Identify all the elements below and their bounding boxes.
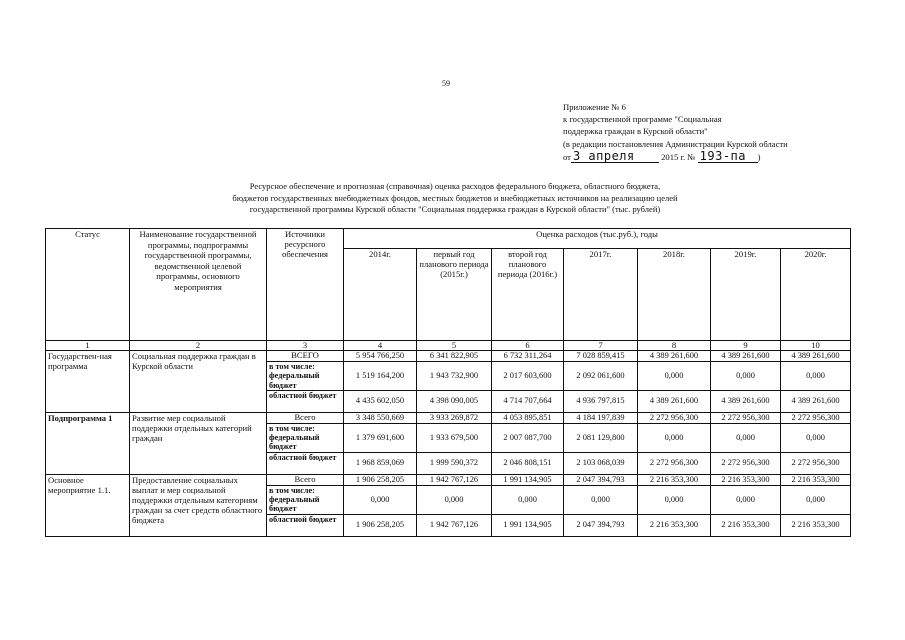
row-source: Всего [267, 412, 344, 423]
column-number: 9 [711, 341, 781, 351]
header-status: Статус [46, 229, 130, 341]
value-cell: 2 272 956,300 [638, 412, 711, 423]
header-name: Наименование государственной программы, подпрограммы государственной программы, ведомственной целевой программы, основного мероприятия [130, 229, 267, 341]
row-source: областной бюджет [267, 514, 344, 536]
value-cell: 4 435 602,050 [344, 390, 417, 412]
value-cell: 2 047 394,793 [564, 514, 638, 536]
value-cell: 1 379 691,600 [344, 423, 417, 452]
title-line: государственной программы Курской области "Социальная поддержка граждан в Курской области" (тыс. рублей) [249, 204, 661, 214]
value-cell: 2 081 129,800 [564, 423, 638, 452]
value-cell: 2 272 956,300 [781, 412, 851, 423]
column-number: 6 [492, 341, 564, 351]
row-name: Предоставление социальных выплат и мер социальной поддержки отдельным категориям граждан за счет средств областного бюджета [130, 474, 267, 536]
column-number: 7 [564, 341, 638, 351]
title-line: Ресурсное обеспечение и прогнозная (справочная) оценка расходов федерального бюджета, областного бюджета, [249, 181, 661, 191]
appendix-line: к государственной программе "Социальная [563, 114, 722, 125]
column-number: 5 [417, 341, 492, 351]
value-cell: 4 389 261,600 [781, 351, 851, 362]
value-cell: 2 017 603,600 [492, 362, 564, 391]
appendix-note [563, 101, 863, 163]
value-cell: 2 216 353,300 [711, 474, 781, 485]
header-year: 2017г. [564, 249, 638, 341]
value-cell: 1 906 258,205 [344, 514, 417, 536]
value-cell: 4 389 261,600 [638, 390, 711, 412]
column-number: 10 [781, 341, 851, 351]
value-cell: 0,000 [711, 485, 781, 514]
value-cell: 1 906 258,205 [344, 474, 417, 485]
row-source: в том числе: федеральный бюджет [267, 485, 344, 514]
header-year: 2018г. [638, 249, 711, 341]
value-cell: 2 216 353,300 [781, 474, 851, 485]
header-year: 2014г. [344, 249, 417, 341]
value-cell: 7 028 859,415 [564, 351, 638, 362]
value-cell: 4 936 797,815 [564, 390, 638, 412]
row-source: областной бюджет [267, 390, 344, 412]
value-cell: 2 007 087,700 [492, 423, 564, 452]
value-cell: 0,000 [638, 362, 711, 391]
value-cell: 0,000 [492, 485, 564, 514]
value-cell: 5 954 766,250 [344, 351, 417, 362]
value-cell: 1 519 164,200 [344, 362, 417, 391]
value-cell: 6 341 822,905 [417, 351, 492, 362]
row-status: Государствен-ная программа [46, 351, 130, 413]
appendix-line: Приложение № 6 [563, 102, 626, 112]
value-cell: 3 348 550,669 [344, 412, 417, 423]
value-cell: 1 943 732,900 [417, 362, 492, 391]
value-cell: 1 991 134,905 [492, 474, 564, 485]
value-cell: 4 389 261,600 [711, 351, 781, 362]
value-cell: 1 968 859,069 [344, 452, 417, 474]
row-source: ВСЕГО [267, 351, 344, 362]
row-source: в том числе: федеральный бюджет [267, 362, 344, 391]
row-status: Подпрограмма 1 [46, 412, 130, 474]
appendix-line: (в редакции постановления Администрации Курской области [563, 138, 788, 149]
row-source: в том числе: федеральный бюджет [267, 423, 344, 452]
value-cell: 1 942 767,126 [417, 474, 492, 485]
value-cell: 0,000 [638, 423, 711, 452]
appendix-date-line: от 3 апреля 2015 г. № 193-па ) [563, 148, 761, 163]
value-cell: 2 092 061,600 [564, 362, 638, 391]
handwritten-number: 193-па [698, 150, 758, 163]
header-estimate: Оценка расходов (тыс.руб.), годы [344, 229, 851, 249]
appendix-line: поддержка граждан в Курской области" [563, 126, 708, 137]
year-text: 2015 г. № [661, 151, 696, 162]
value-cell: 1 942 767,126 [417, 514, 492, 536]
value-cell: 4 389 261,600 [781, 390, 851, 412]
header-year: 2019г. [711, 249, 781, 341]
table-row [46, 474, 851, 485]
value-cell: 0,000 [344, 485, 417, 514]
column-number: 1 [46, 341, 130, 351]
value-cell: 0,000 [781, 485, 851, 514]
value-cell: 2 047 394,793 [564, 474, 638, 485]
value-cell: 4 398 090,005 [417, 390, 492, 412]
date-prefix: от [563, 151, 571, 162]
table-row [46, 351, 851, 362]
value-cell: 2 103 068,039 [564, 452, 638, 474]
column-number-row [46, 341, 851, 351]
value-cell: 4 389 261,600 [711, 390, 781, 412]
value-cell: 1 991 134,905 [492, 514, 564, 536]
row-source: областной бюджет [267, 452, 344, 474]
row-name: Социальная поддержка граждан в Курской области [130, 351, 267, 413]
value-cell: 0,000 [781, 423, 851, 452]
value-cell: 0,000 [417, 485, 492, 514]
value-cell: 0,000 [781, 362, 851, 391]
value-cell: 3 933 269,872 [417, 412, 492, 423]
handwritten-date: 3 апреля [571, 150, 659, 163]
value-cell: 2 216 353,300 [711, 514, 781, 536]
column-number: 2 [130, 341, 267, 351]
value-cell: 0,000 [711, 362, 781, 391]
value-cell: 1 933 679,500 [417, 423, 492, 452]
value-cell: 2 046 808,151 [492, 452, 564, 474]
column-number: 4 [344, 341, 417, 351]
value-cell: 2 272 956,300 [711, 412, 781, 423]
row-source: Всего [267, 474, 344, 485]
header-year: второй год планового периода (2016г.) [492, 249, 564, 341]
value-cell: 6 732 311,264 [492, 351, 564, 362]
header-year: первый год планового периода (2015г.) [417, 249, 492, 341]
value-cell: 2 272 956,300 [711, 452, 781, 474]
value-cell: 0,000 [564, 485, 638, 514]
page-number: 59 [442, 79, 450, 88]
column-number: 3 [267, 341, 344, 351]
column-number: 8 [638, 341, 711, 351]
value-cell: 2 216 353,300 [638, 514, 711, 536]
budget-table [45, 228, 851, 537]
value-cell: 2 216 353,300 [638, 474, 711, 485]
value-cell: 1 999 590,372 [417, 452, 492, 474]
value-cell: 4 053 895,851 [492, 412, 564, 423]
header-source: Источники ресурсного обеспечения [267, 229, 344, 341]
row-status: Основное мероприятие 1.1. [46, 474, 130, 536]
value-cell: 2 272 956,300 [638, 452, 711, 474]
row-name: Развитие мер социальной поддержки отдельных категорий граждан [130, 412, 267, 474]
value-cell: 2 272 956,300 [781, 452, 851, 474]
value-cell: 4 184 197,839 [564, 412, 638, 423]
value-cell: 2 216 353,300 [781, 514, 851, 536]
value-cell: 0,000 [711, 423, 781, 452]
table-row [46, 412, 851, 423]
value-cell: 4 389 261,600 [638, 351, 711, 362]
value-cell: 4 714 707,664 [492, 390, 564, 412]
title-line: бюджетов государственных внебюджетных фондов, местных бюджетов и внебюджетных источников на реализацию целей [232, 192, 678, 203]
document-title [160, 181, 750, 216]
header-year: 2020г. [781, 249, 851, 341]
value-cell: 0,000 [638, 485, 711, 514]
